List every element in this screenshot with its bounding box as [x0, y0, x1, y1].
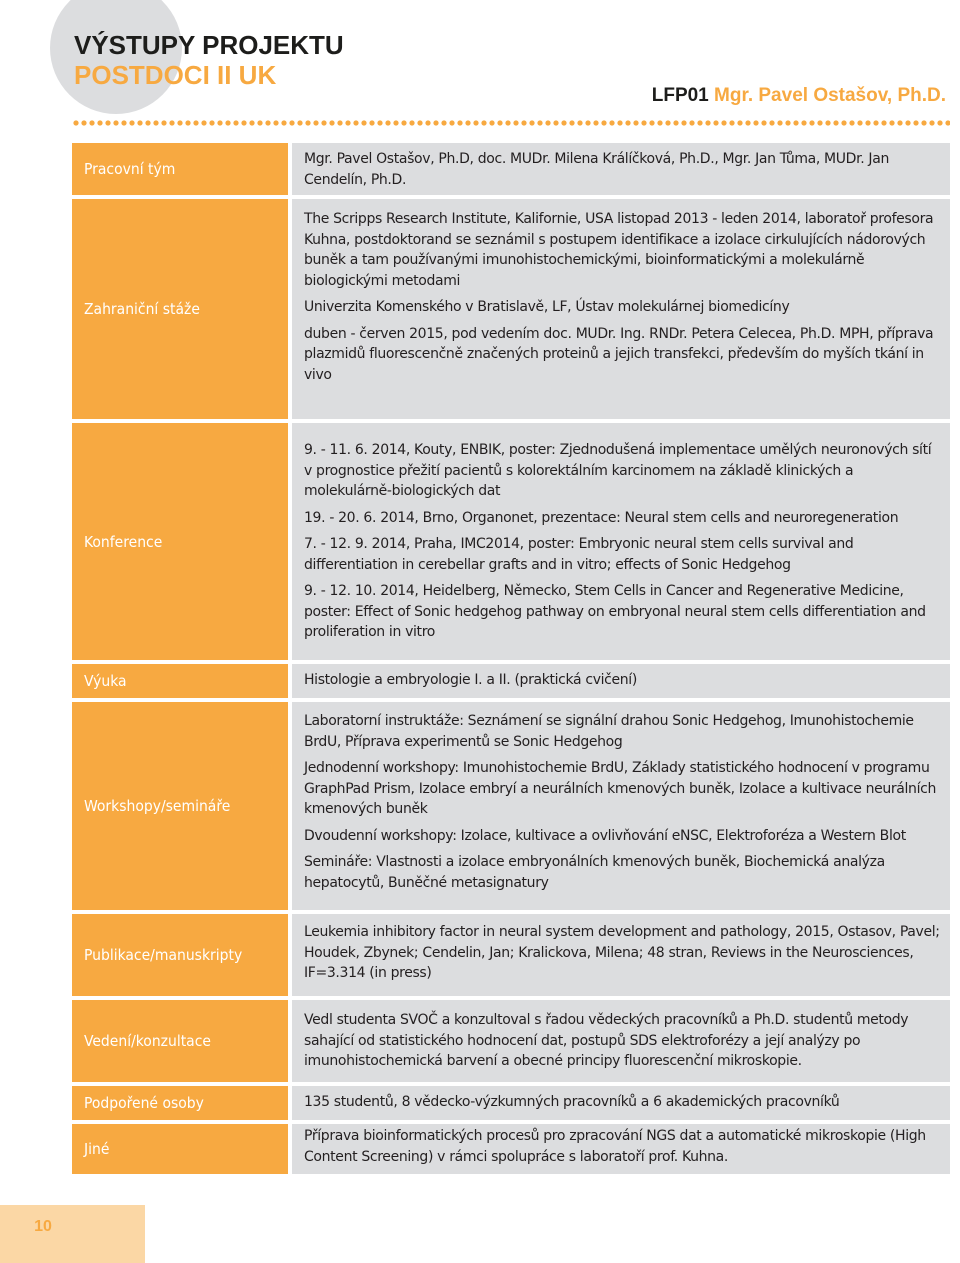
section-paragraph: Jednodenní workshopy: Imunohistochemie BrdU, Základy statistického hodnocení v programu GraphPad Prism, Izolace embryí a neurálních kmenových buněk, Izolace a kultivace neurálních kmenových buněk [304, 760, 936, 817]
dotted-divider [72, 118, 950, 128]
section-content [292, 914, 950, 996]
section-paragraph: Laboratorní instruktáže: Seznámení se signální drahou Sonic Hedgehog, Imunohistochemie BrdU, Příprava experimentů se Sonic Hedgehog [304, 713, 914, 750]
section-row-supervision [72, 1000, 950, 1082]
section-row-internships [72, 199, 950, 419]
section-content [292, 1000, 950, 1082]
section-label: Podpořené osoby [84, 1094, 204, 1112]
section-row-supported-persons [72, 1086, 950, 1120]
section-paragraph: Univerzita Komenského v Bratislavě, LF, Ústav molekulárnej biomedicíny [304, 299, 790, 315]
section-paragraph: Mgr. Pavel Ostašov, Ph.D, doc. MUDr. Milena Králíčková, Ph.D., Mgr. Jan Tůma, MUDr. Jan Cendelín, Ph.D. [304, 151, 889, 188]
section-label: Jiné [84, 1140, 110, 1158]
section-label-cell [72, 664, 288, 698]
section-row-team [72, 143, 950, 195]
section-paragraph: Vedl studenta SVOČ a konzultoval s řadou vědeckých pracovníků a Ph.D. studentů metody sahající od statistického hodnocení dat, postupů SDS elektroforézy a její analýzy po imunohistochemická barvení a obecné principy fluorescenční mikroskopie. [304, 1012, 909, 1069]
section-paragraph: Leukemia inhibitory factor in neural system development and pathology, 2015, Ostasov, Pavel; Houdek, Zbynek; Cendelin, Jan; Kralickova, Milena; 48 stran, Reviews in the Neurosciences, IF=3.314 (in press) [304, 924, 940, 981]
section-paragraph: Semináře: Vlastnosti a izolace embryonálních kmenových buněk, Biochemická analýza hepatocytů, Buněčné metasignatury [304, 854, 885, 891]
section-label-cell [72, 702, 288, 910]
section-content [292, 1086, 950, 1120]
section-paragraph: Histologie a embryologie I. a II. (praktická cvičení) [304, 672, 637, 688]
section-row-workshops [72, 702, 950, 910]
section-label-cell [72, 1124, 288, 1174]
section-content [292, 1124, 950, 1174]
section-row-other [72, 1124, 950, 1174]
section-paragraph: 9. - 12. 10. 2014, Heidelberg, Německo, Stem Cells in Cancer and Regenerative Medicine, poster: Effect of Sonic hedgehog pathway on embryonal neural stem cells differentiation and proliferation in vitro [304, 583, 926, 640]
section-label: Publikace/manuskripty [84, 946, 243, 964]
section-content [292, 199, 950, 419]
section-label: Konference [84, 532, 163, 551]
project-author-line [652, 84, 946, 108]
section-content [292, 143, 950, 195]
section-row-conferences [72, 423, 950, 660]
section-label-cell [72, 143, 288, 195]
section-label-cell [72, 423, 288, 660]
section-row-teaching [72, 664, 950, 698]
page-number-box [0, 1205, 145, 1263]
section-label: Zahraniční stáže [84, 300, 200, 318]
section-paragraph: The Scripps Research Institute, Kalifornie, USA listopad 2013 - leden 2014, laboratoř profesora Kuhna, postdoktorand se seznámil s postupem identifikace a izolace cirkulujících nádorových buněk a tam používanými imunohistochemickými, bioinformatickými a molekulárně biologickými metodami [304, 211, 934, 289]
section-label-cell [72, 914, 288, 996]
document-subtitle: POSTDOCI II UK [74, 60, 277, 90]
section-paragraph: Dvoudenní workshopy: Izolace, kultivace a ovlivňování eNSC, Elektroforéza a Western Blot [304, 827, 906, 844]
project-code: LFP01 [651, 85, 709, 106]
section-label: Výuka [84, 672, 127, 690]
author-name: Mgr. Pavel Ostašov, Ph.D. [714, 85, 946, 106]
section-paragraph: 9. - 11. 6. 2014, Kouty, ENBIK, poster: Zjednodušená implementace umělých neuronových sítí v prognostice přežití pacientů s kolorektálním karcinomem na základě klinických a molekulárně-biologických dat [304, 442, 932, 499]
section-label: Pracovní tým [84, 160, 176, 178]
section-content [292, 423, 950, 660]
section-paragraph: 19. - 20. 6. 2014, Brno, Organonet, prezentace: Neural stem cells and neuroregeneration [304, 509, 899, 526]
page-number: 10 [34, 1218, 52, 1235]
section-label: Vedení/konzultace [84, 1032, 211, 1050]
document-title: VÝSTUPY PROJEKTU [74, 30, 344, 60]
section-paragraph: 135 studentů, 8 vědecko-výzkumných pracovníků a 6 akademických pracovníků [304, 1094, 840, 1110]
section-content [292, 702, 950, 910]
section-paragraph: 7. - 12. 9. 2014, Praha, IMC2014, poster: Embryonic neural stem cells survival and differentiation in cerebellar grafts and in vitro; effects of Sonic Hedgehog [304, 536, 854, 573]
section-content [292, 664, 950, 698]
section-label-cell [72, 199, 288, 419]
section-label-cell [72, 1086, 288, 1120]
section-label: Workshopy/semináře [84, 797, 231, 815]
section-paragraph: Příprava bioinformatických procesů pro zpracování NGS dat a automatické mikroskopie (High Content Screening) v rámci spolupráce s laboratoří prof. Kuhna. [304, 1128, 926, 1165]
section-paragraph: duben - červen 2015, pod vedením doc. MUDr. Ing. RNDr. Petera Celecea, Ph.D. MPH, příprava plazmidů fluorescenčně značených proteinů a jejich transfekci, především do myších tkání in vivo [304, 325, 934, 383]
section-label-cell [72, 1000, 288, 1082]
section-row-publications [72, 914, 950, 996]
